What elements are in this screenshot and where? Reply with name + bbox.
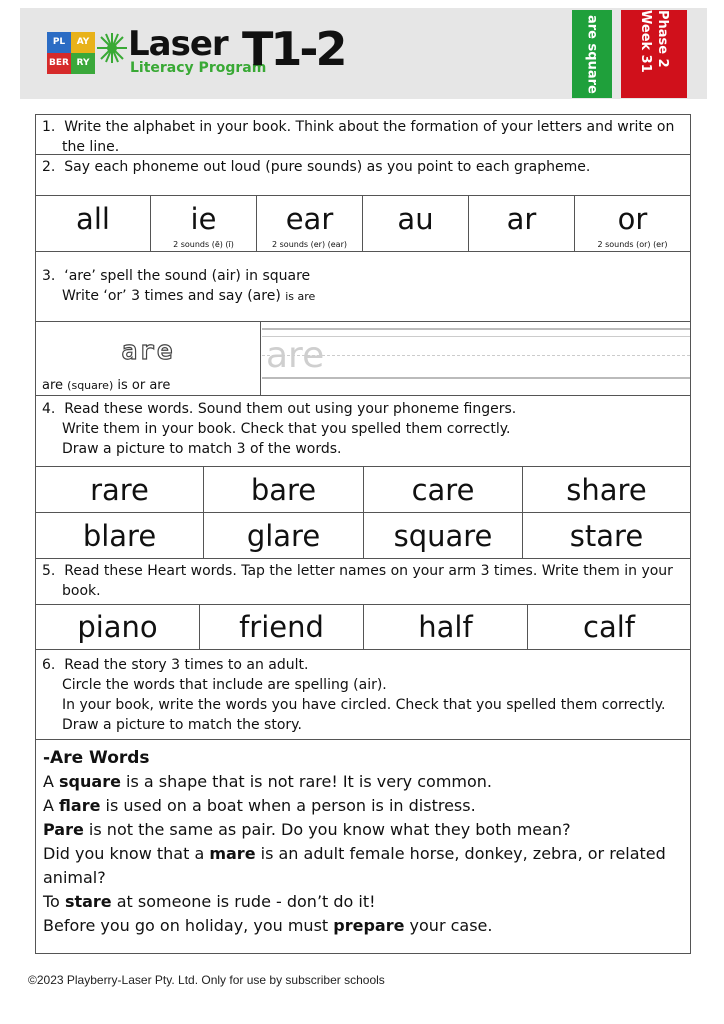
grapheme: ie xyxy=(190,202,217,236)
are-word: flare xyxy=(59,796,101,815)
question-number: 5. xyxy=(42,563,56,579)
question-text: Read these Heart words. Tap the letter names on your arm 3 times. Write them in your xyxy=(64,563,673,579)
level-label: T1-2 xyxy=(242,22,345,76)
heart-word: piano xyxy=(77,610,158,644)
are-word: prepare xyxy=(333,916,405,935)
word: care xyxy=(411,473,475,507)
question-text: Read these words. Sound them out using your phoneme fingers. xyxy=(64,401,517,417)
word-cell xyxy=(200,605,364,649)
word: share xyxy=(566,473,647,507)
question-5 xyxy=(36,559,690,605)
caption-text: is or are xyxy=(117,378,171,393)
word: square xyxy=(393,519,493,553)
question-number: 6. xyxy=(42,657,56,673)
grapheme: ar xyxy=(506,202,537,236)
focus-tag: are square xyxy=(572,10,612,98)
word: blare xyxy=(82,519,157,553)
story-line: A square is a shape that is not rare! It is very common. xyxy=(43,772,492,791)
word-cell xyxy=(204,467,364,512)
brand-name: Laser xyxy=(128,24,228,64)
grapheme-note: 2 sounds (ē) (ī) xyxy=(173,240,234,249)
laser-burst-icon xyxy=(96,32,128,64)
question-1 xyxy=(36,115,690,155)
question-number: 4. xyxy=(42,401,56,417)
grapheme: au xyxy=(397,202,434,236)
question-text: Say each phoneme out loud (pure sounds) as you point to each grapheme. xyxy=(64,159,591,175)
story-line: Pare is not the same as pair. Do you know what they both mean? xyxy=(43,820,571,839)
trace-row xyxy=(36,322,690,396)
are-word: stare xyxy=(64,892,112,911)
heart-word-row xyxy=(36,605,690,650)
guide-word: are xyxy=(266,335,325,376)
story-box xyxy=(36,740,690,944)
story-line: Did you know that a mare is an adult female horse, donkey, zebra, or related animal? xyxy=(43,844,666,887)
word-cell xyxy=(364,467,523,512)
word: glare xyxy=(246,519,321,553)
puzzle-piece-ber: BER xyxy=(47,53,71,74)
question-text: Write them in your book. Check that you spelled them correctly. xyxy=(62,421,511,437)
grapheme: or xyxy=(617,202,648,236)
puzzle-piece-pl: PL xyxy=(47,32,71,53)
word: rare xyxy=(90,473,149,507)
question-text: ‘are’ spell the sound (air) in square xyxy=(64,268,311,284)
question-note: is are xyxy=(285,290,316,303)
question-number: 3. xyxy=(42,268,56,284)
grapheme: ear xyxy=(285,202,334,236)
are-word: mare xyxy=(209,844,256,863)
question-text-cont: book. xyxy=(62,583,101,599)
question-text: In your book, write the words you have circled. Check that you spelled them correctly. xyxy=(62,697,666,713)
grapheme-cell xyxy=(257,196,363,251)
worksheet xyxy=(35,114,691,954)
grapheme-row xyxy=(36,196,690,252)
question-text: Circle the words that include are spelling (air). xyxy=(62,677,387,693)
question-4 xyxy=(36,396,690,467)
header-banner xyxy=(20,8,707,99)
trace-box xyxy=(36,322,261,395)
word-cell xyxy=(523,513,690,558)
question-text: Draw a picture to match the story. xyxy=(62,717,302,733)
question-3 xyxy=(36,252,690,322)
question-6 xyxy=(36,650,690,740)
grapheme-cell xyxy=(36,196,151,251)
word-cell xyxy=(204,513,364,558)
copyright-footer: ©2023 Playberry-Laser Pty. Ltd. Only for use by subscriber schools xyxy=(28,973,385,987)
word-cell xyxy=(364,605,528,649)
word-row-1 xyxy=(36,467,690,513)
caption-text: are xyxy=(42,378,64,393)
trace-caption xyxy=(42,378,170,393)
story-line: Before you go on holiday, you must prepare your case. xyxy=(43,916,493,935)
grapheme-note: 2 sounds (er) (ear) xyxy=(272,240,347,249)
grapheme-cell xyxy=(469,196,575,251)
word-cell xyxy=(36,513,204,558)
word-row-2 xyxy=(36,513,690,559)
grapheme-note: 2 sounds (or) (er) xyxy=(597,240,668,249)
are-word: Pare xyxy=(43,820,84,839)
word-cell xyxy=(523,467,690,512)
question-text: Read the story 3 times to an adult. xyxy=(64,657,309,673)
word: bare xyxy=(250,473,317,507)
word: stare xyxy=(569,519,644,553)
puzzle-piece-ry: RY xyxy=(71,53,95,74)
puzzle-piece-ay: AY xyxy=(71,32,95,53)
word-cell xyxy=(36,605,200,649)
playberry-logo xyxy=(47,32,95,74)
story-line: To stare at someone is rude - don’t do it! xyxy=(43,892,376,911)
question-text-cont: the line. xyxy=(62,139,120,155)
are-word: square xyxy=(59,772,121,791)
grapheme-cell xyxy=(151,196,257,251)
story-line: A flare is used on a boat when a person is in distress. xyxy=(43,796,476,815)
handwriting-lines[interactable] xyxy=(262,322,690,395)
question-number: 1. xyxy=(42,119,56,135)
question-number: 2. xyxy=(42,159,56,175)
heart-word: half xyxy=(418,610,473,644)
question-text: Write ‘or’ 3 times and say (are) xyxy=(62,288,281,304)
question-2 xyxy=(36,155,690,196)
word-cell xyxy=(36,467,204,512)
heart-word: friend xyxy=(239,610,324,644)
word-cell xyxy=(364,513,523,558)
grapheme-cell xyxy=(575,196,690,251)
phase-week-tag: Phase 2 Week 31 xyxy=(621,10,687,98)
caption-small: (square) xyxy=(67,379,114,392)
story-title: -Are Words xyxy=(43,748,150,768)
word-cell xyxy=(528,605,690,649)
grapheme: all xyxy=(76,202,110,236)
brand-subtitle: Literacy Program xyxy=(130,60,267,76)
grapheme-cell xyxy=(363,196,469,251)
heart-word: calf xyxy=(583,610,635,644)
question-text: Draw a picture to match 3 of the words. xyxy=(62,441,342,457)
dotted-word: are xyxy=(121,336,175,366)
question-text: Write the alphabet in your book. Think about the formation of your letters and write on xyxy=(64,119,675,135)
